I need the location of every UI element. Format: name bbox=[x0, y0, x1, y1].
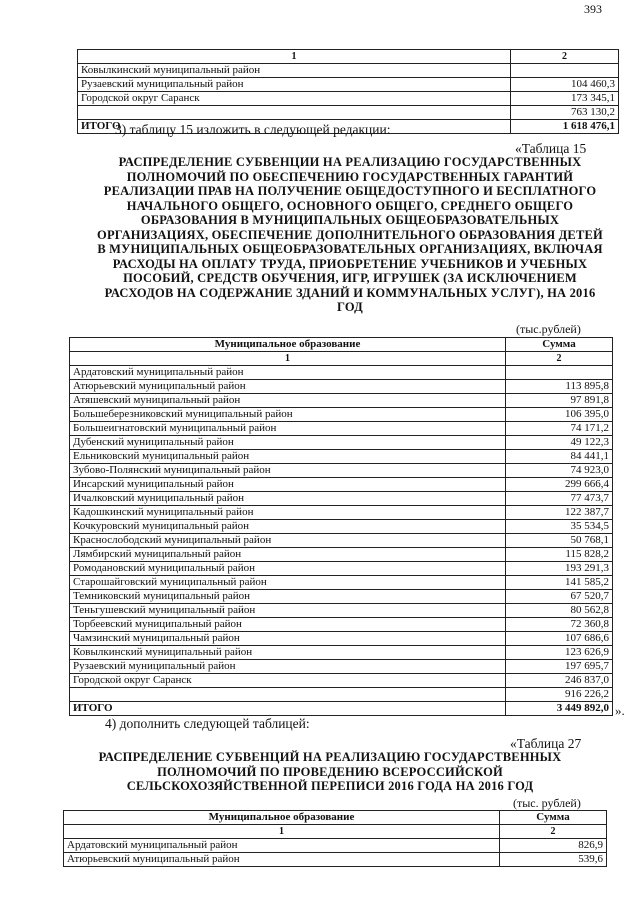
table-27-title bbox=[60, 750, 600, 794]
sum-cell: 84 441,1 bbox=[506, 450, 613, 464]
table-row bbox=[70, 590, 613, 604]
closing-quote: ». bbox=[615, 703, 625, 718]
table-row bbox=[70, 492, 613, 506]
sum-cell: 74 923,0 bbox=[506, 464, 613, 478]
total-label: ИТОГО bbox=[70, 702, 506, 716]
col-index-2: 2 bbox=[511, 50, 619, 64]
col-index-2: 2 bbox=[506, 352, 613, 366]
table-row bbox=[70, 478, 613, 492]
table-row bbox=[70, 576, 613, 590]
sum-cell bbox=[506, 366, 613, 380]
table-row bbox=[64, 853, 607, 867]
municipality-cell: Атюрьевский муниципальный район bbox=[64, 853, 500, 867]
municipality-cell: Зубово-Полянский муниципальный район bbox=[70, 464, 506, 478]
sum-cell: 173 345,1 bbox=[511, 92, 619, 106]
sum-cell bbox=[511, 64, 619, 78]
sum-cell: 123 626,9 bbox=[506, 646, 613, 660]
sum-cell: 49 122,3 bbox=[506, 436, 613, 450]
table-row bbox=[70, 534, 613, 548]
sum-cell: 193 291,3 bbox=[506, 562, 613, 576]
municipality-cell: Торбеевский муниципальный район bbox=[70, 618, 506, 632]
table-row bbox=[70, 674, 613, 688]
sum-cell: 106 395,0 bbox=[506, 408, 613, 422]
table-row bbox=[78, 106, 619, 120]
column-header-municipality: Муниципальное образование bbox=[64, 811, 500, 825]
municipality-cell: Атюрьевский муниципальный район bbox=[70, 380, 506, 394]
table-row bbox=[70, 520, 613, 534]
municipality-cell: Рузаевский муниципальный район bbox=[70, 660, 506, 674]
total-row bbox=[70, 702, 613, 716]
sum-cell: 74 171,2 bbox=[506, 422, 613, 436]
section-3-intro: 3) таблицу 15 изложить в следующей редакции: bbox=[115, 122, 391, 137]
title-line: ПОЛНОМОЧИЙ ПО ПРОВЕДЕНИЮ ВСЕРОССИЙСКОЙ bbox=[157, 764, 503, 779]
table-15-label: «Таблица 15 bbox=[515, 141, 587, 156]
total-value: 3 449 892,0 bbox=[506, 702, 613, 716]
municipality-cell: Ромодановский муниципальный район bbox=[70, 562, 506, 576]
municipality-cell: Рузаевский муниципальный район bbox=[78, 78, 511, 92]
municipality-cell: Кадошкинский муниципальный район bbox=[70, 506, 506, 520]
sum-cell: 113 895,8 bbox=[506, 380, 613, 394]
title-line: ПОСОБИЙ, СРЕДСТВ ОБУЧЕНИЯ, ИГР, ИГРУШЕК (ЗА ИСКЛЮЧЕНИЕМ bbox=[123, 271, 577, 285]
table-row bbox=[64, 839, 607, 853]
title-line: РАСПРЕДЕЛЕНИЕ СУБВЕНЦИЙ НА РЕАЛИЗАЦИЮ ГОСУДАРСТВЕННЫХ bbox=[98, 750, 562, 764]
municipality-cell: Лямбирский муниципальный район bbox=[70, 548, 506, 562]
table-row bbox=[70, 646, 613, 660]
table-row bbox=[70, 366, 613, 380]
table-row bbox=[70, 408, 613, 422]
table-row bbox=[70, 618, 613, 632]
section-4-intro: 4) дополнить следующей таблицей: bbox=[105, 716, 310, 731]
municipality-cell: Инсарский муниципальный район bbox=[70, 478, 506, 492]
sum-cell: 97 891,8 bbox=[506, 394, 613, 408]
table-row bbox=[70, 450, 613, 464]
sum-cell: 141 585,2 bbox=[506, 576, 613, 590]
table-row bbox=[70, 380, 613, 394]
table-row bbox=[70, 506, 613, 520]
table-row bbox=[70, 604, 613, 618]
title-line: ПОЛНОМОЧИЙ ПО ОБЕСПЕЧЕНИЮ ГОСУДАРСТВЕННЫХ ГАРАНТИЙ bbox=[126, 169, 574, 184]
municipality-cell: Городской округ Саранск bbox=[78, 92, 511, 106]
sum-cell: 35 534,5 bbox=[506, 520, 613, 534]
municipality-cell: Ичалковский муниципальный район bbox=[70, 492, 506, 506]
municipality-cell bbox=[78, 106, 511, 120]
municipality-cell: Ковылкинский муниципальный район bbox=[78, 64, 511, 78]
sum-cell: 67 520,7 bbox=[506, 590, 613, 604]
sum-cell: 115 828,2 bbox=[506, 548, 613, 562]
sum-cell: 77 473,7 bbox=[506, 492, 613, 506]
sum-cell: 246 837,0 bbox=[506, 674, 613, 688]
sum-cell: 826,9 bbox=[500, 839, 607, 853]
title-line: СЕЛЬСКОХОЗЯЙСТВЕННОЙ ПЕРЕПИСИ 2016 ГОДА НА 2016 ГОД bbox=[126, 779, 534, 793]
title-line: РЕАЛИЗАЦИИ ПРАВ НА ПОЛУЧЕНИЕ ОБЩЕДОСТУПНОГО И БЕСПЛАТНОГО bbox=[103, 184, 597, 198]
page-number: 393 bbox=[584, 2, 602, 16]
municipality-cell: Ардатовский муниципальный район bbox=[64, 839, 500, 853]
municipality-cell: Городской округ Саранск bbox=[70, 674, 506, 688]
sum-cell: 539,6 bbox=[500, 853, 607, 867]
municipality-cell: Дубенский муниципальный район bbox=[70, 436, 506, 450]
table-row bbox=[70, 688, 613, 702]
table-row bbox=[78, 64, 619, 78]
sum-cell: 122 387,7 bbox=[506, 506, 613, 520]
table-row bbox=[70, 436, 613, 450]
table-row bbox=[78, 78, 619, 92]
column-header-municipality: Муниципальное образование bbox=[70, 338, 506, 352]
table-row bbox=[70, 464, 613, 478]
col-index-1: 1 bbox=[78, 50, 511, 64]
municipality-cell: Большеигнатовский муниципальный район bbox=[70, 422, 506, 436]
municipality-cell: Ардатовский муниципальный район bbox=[70, 366, 506, 380]
sum-cell: 107 686,6 bbox=[506, 632, 613, 646]
col-index-1: 1 bbox=[64, 825, 500, 839]
table-15-title bbox=[70, 155, 630, 315]
total-value: 1 618 476,1 bbox=[511, 120, 619, 134]
title-line: В МУНИЦИПАЛЬНЫХ ОБЩЕОБРАЗОВАТЕЛЬНЫХ ОРГАНИЗАЦИЯХ, ВКЛЮЧАЯ bbox=[97, 242, 603, 256]
sum-cell: 80 562,8 bbox=[506, 604, 613, 618]
col-index-2: 2 bbox=[500, 825, 607, 839]
title-line: ОБРАЗОВАНИЯ В МУНИЦИПАЛЬНЫХ ОБЩЕОБРАЗОВАТЕЛЬНЫХ bbox=[140, 213, 560, 227]
municipality-cell: Темниковский муниципальный район bbox=[70, 590, 506, 604]
title-line: ГОД bbox=[337, 300, 363, 314]
table-27-label: «Таблица 27 bbox=[510, 736, 582, 751]
municipality-cell bbox=[70, 688, 506, 702]
column-header-sum: Сумма bbox=[506, 338, 613, 352]
municipality-cell: Краснослободский муниципальный район bbox=[70, 534, 506, 548]
column-header-sum: Сумма bbox=[500, 811, 607, 825]
table-row bbox=[78, 92, 619, 106]
table-row bbox=[70, 660, 613, 674]
municipality-cell: Ельниковский муниципальный район bbox=[70, 450, 506, 464]
sum-cell: 104 460,3 bbox=[511, 78, 619, 92]
sum-cell: 916 226,2 bbox=[506, 688, 613, 702]
table-row bbox=[70, 632, 613, 646]
table-15-unit: (тыс.рублей) bbox=[516, 322, 581, 336]
municipality-cell: Атяшевский муниципальный район bbox=[70, 394, 506, 408]
municipality-cell: Ковылкинский муниципальный район bbox=[70, 646, 506, 660]
table-27 bbox=[63, 810, 607, 867]
title-line: НАЧАЛЬНОГО ОБЩЕГО, ОСНОВНОГО ОБЩЕГО, СРЕДНЕГО ОБЩЕГО bbox=[126, 198, 574, 213]
total-label: ИТОГО bbox=[78, 120, 511, 134]
table-27-unit: (тыс. рублей) bbox=[513, 796, 581, 810]
table-15 bbox=[69, 337, 613, 716]
table-row bbox=[70, 562, 613, 576]
title-line: ОРГАНИЗАЦИЯХ, ОБЕСПЕЧЕНИЕ ДОПОЛНИТЕЛЬНОГО ОБРАЗОВАНИЯ ДЕТЕЙ bbox=[97, 227, 603, 242]
title-line: РАСПРЕДЕЛЕНИЕ СУБВЕНЦИИ НА РЕАЛИЗАЦИЮ ГОСУДАРСТВЕННЫХ bbox=[118, 155, 582, 169]
municipality-cell: Чамзинский муниципальный район bbox=[70, 632, 506, 646]
municipality-cell: Теньгушевский муниципальный район bbox=[70, 604, 506, 618]
municipality-cell: Кочкуровский муниципальный район bbox=[70, 520, 506, 534]
sum-cell: 763 130,2 bbox=[511, 106, 619, 120]
table-row bbox=[70, 394, 613, 408]
municipality-cell: Старошайговский муниципальный район bbox=[70, 576, 506, 590]
col-index-1: 1 bbox=[70, 352, 506, 366]
table-row bbox=[70, 422, 613, 436]
municipality-cell: Большеберезниковский муниципальный район bbox=[70, 408, 506, 422]
table-row bbox=[70, 548, 613, 562]
sum-cell: 72 360,8 bbox=[506, 618, 613, 632]
title-line: РАСХОДЫ НА ОПЛАТУ ТРУДА, ПРИОБРЕТЕНИЕ УЧЕБНИКОВ И УЧЕБНЫХ bbox=[112, 256, 588, 271]
sum-cell: 299 666,4 bbox=[506, 478, 613, 492]
sum-cell: 50 768,1 bbox=[506, 534, 613, 548]
sum-cell: 197 695,7 bbox=[506, 660, 613, 674]
title-line: РАСХОДОВ НА СОДЕРЖАНИЕ ЗДАНИЙ И КОММУНАЛЬНЫХ УСЛУГ), НА 2016 bbox=[104, 285, 596, 300]
